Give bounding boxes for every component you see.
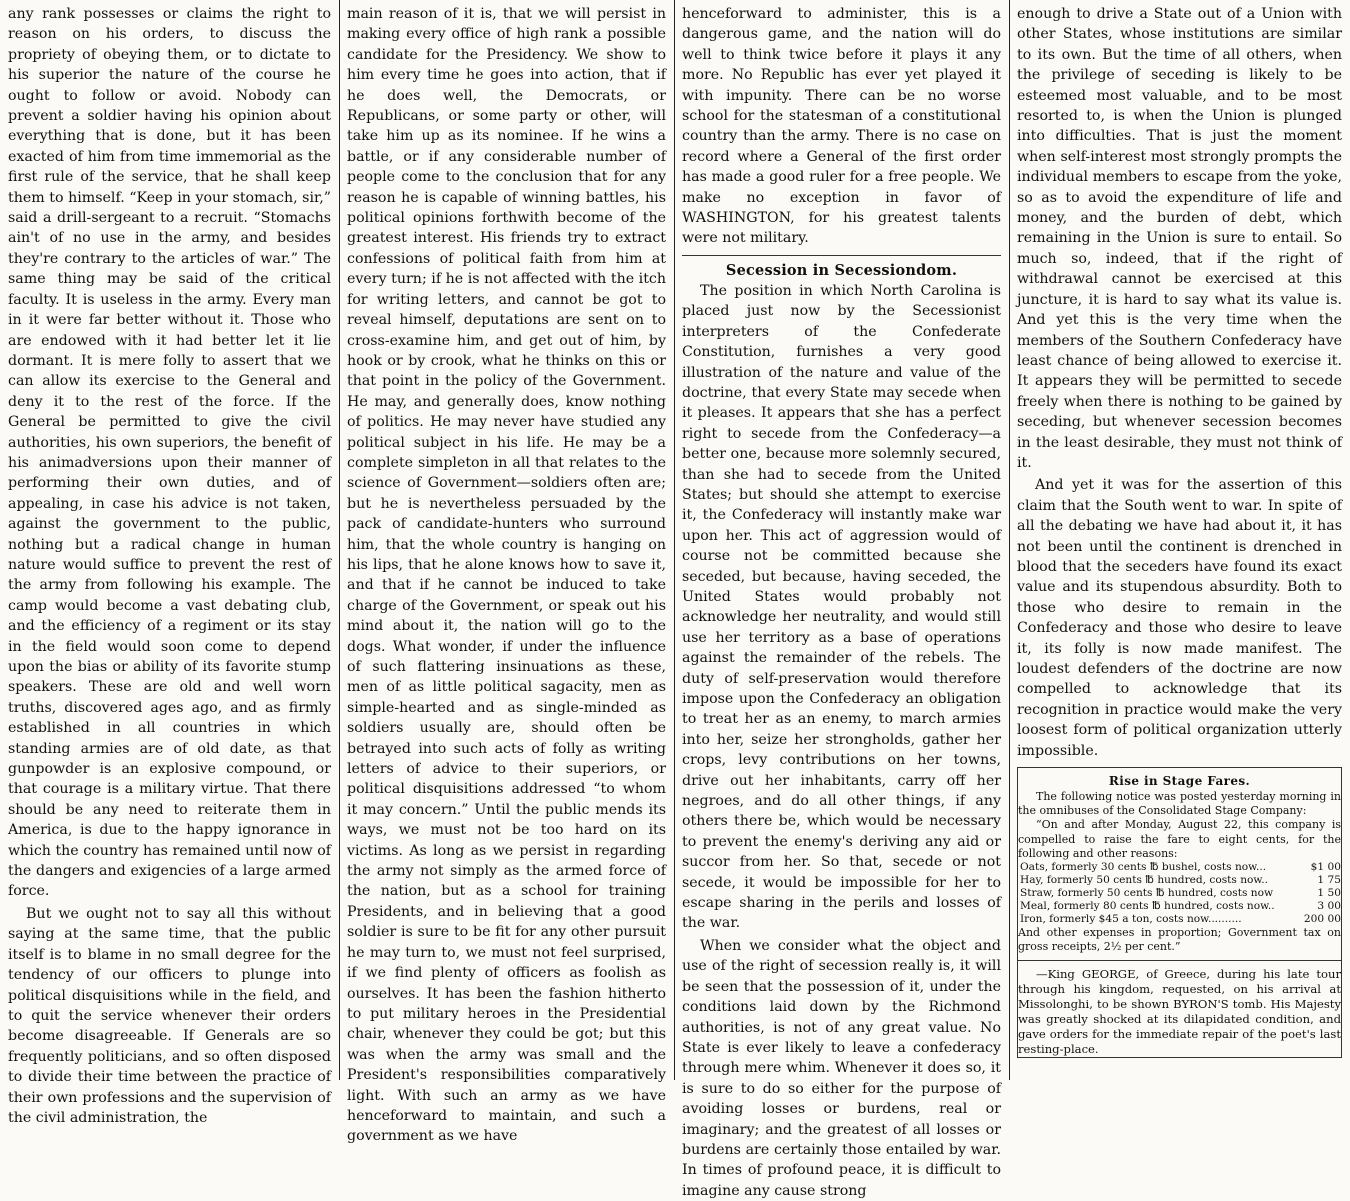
notice-box bbox=[1017, 767, 1342, 1058]
column-1-paragraph: But we ought not to say all this without saying at the same time, that the public itself is to blame in no small degree for the tendency of our officers to plunge into political disquisitions while in the field, and to quit the service whenever their orders become disagreeable. If Generals are so frequently politicians, and so often disposed to divide their time between the practice of their own professions and the supervision of the civil administration, the bbox=[8, 905, 331, 1126]
column-1-paragraph: any rank possesses or claims the right to reason on his orders, to discuss the propriety of obeying them, or to dictate to his superior the nature of the course he ought to follow or avoid. Nobody can prevent a soldier having his opinion about everything that is done, but it has been exacted of him from time immemorial as the first rule of the service, that he shall keep them to himself. “Keep in your stomach, sir,” said a drill-sergeant to a recruit. “Stomachs ain't of no use in the army, and besides they're contrary to the articles of war.” The same thing may be said of the critical faculty. It is useless in the army. Every man in it were far better without it. Those who are endowed with it had better let it lie dormant. It is mere folly to assert that we can allow its exercise to the General and deny it to the rest of the force. If the General be permitted to give the civil authorities, his own superiors, the benefit of his animadversions upon their manner of performing their own duties, and of appealing, in case his advice is not taken, against the government to the public, nothing but a radical change in human nature would suffice to prevent the rest of the army from following his example. The camp would become a vast debating club, and the efficiency of a regiment or its stay in the field would soon come to depend upon the bias or ability of its favorite stump speakers. These are old and well worn truths, discovered ages ago, and as firmly established in all countries in which standing armies are of old date, as that gunpowder is an explosive compound, or that courage is a military virtue. That there should be any need to reiterate them in America, is due to the happy ignorance in which the country has remained until now of the dangers and exigencies of a large armed force. bbox=[8, 6, 331, 900]
fare-price: 1 50 bbox=[1317, 887, 1341, 900]
article-heading: Secession in Secessiondom. bbox=[725, 261, 958, 279]
notice-tail: And other expenses in proportion; Government tax on gross receipts, 2½ per cent.” bbox=[1018, 926, 1341, 954]
fare-row bbox=[1020, 861, 1341, 874]
column-rule bbox=[339, 0, 340, 1080]
fare-price: 200 00 bbox=[1303, 913, 1341, 926]
fare-item: Hay, formerly 50 cents ℔ hundred, costs now.. bbox=[1020, 874, 1268, 887]
column-2 bbox=[339, 0, 674, 1145]
fare-row bbox=[1020, 887, 1341, 900]
notice-body: “On and after Monday, August 22, this company is compelled to raise the fare to eight cents, for the following and other reasons: bbox=[1018, 818, 1341, 860]
fare-row bbox=[1020, 913, 1341, 926]
column-3-paragraph: When we consider what the object and use of the right of secession really is, it will be seen that the possession of it, under the conditions laid down by the Richmond authorities, is not of any great value. No State is ever likely to leave a confederacy through mere whim. Whenever it does so, it is sure to do so either for the purpose of avoiding losses or burdens, real or imaginary; and the greatest of all losses or burdens are certainly those entailed by war. In times of profound peace, it is difficult to imagine any cause strong bbox=[682, 937, 1001, 1199]
fare-row bbox=[1020, 874, 1341, 887]
fare-price: 1 75 bbox=[1317, 874, 1341, 887]
column-4 bbox=[1009, 0, 1350, 1080]
king-george-item bbox=[1018, 967, 1341, 1057]
section-divider bbox=[682, 255, 1001, 256]
king-george-paragraph: —King GEORGE, of Greece, during his late tour through his kingdom, requested, on his arrival at Missolonghi, to be shown BYRON'S tomb. His Majesty was greatly shocked at its dilapidated condition, and gave orders for the immediate repair of the poet's last resting-place. bbox=[1018, 967, 1341, 1057]
notice-intro: The following notice was posted yesterday morning in the omnibuses of the Consolidated Stage Company: bbox=[1018, 790, 1341, 818]
fare-item: Oats, formerly 30 cents ℔ bushel, costs now... bbox=[1020, 861, 1267, 874]
notice bbox=[1018, 790, 1341, 954]
fare-item: Straw, formerly 50 cents ℔ hundred, costs now bbox=[1020, 887, 1274, 900]
fare-list bbox=[1018, 861, 1341, 926]
column-3-paragraph: The position in which North Carolina is placed just now by the Secessionist interpreters of the Confederate Constitution, furnishes a very good illustration of the nature and value of the doctrine, that every State may secede when it pleases. It appears that she has a perfect right to secede from the Confederacy—a better one, because more solemnly secured, than she had to secede from the United States; but should she attempt to exercise it, the Confederacy will instantly make war upon her. This act of aggression would of course not be committed because she seceded, but because, having seceded, the United States would probably not acknowledge her neutrality, and would still use her territory as a base of operations against the remainder of the rebels. The duty of self-preservation would therefore impose upon the Confederacy an obligation to treat her as an enemy, to march armies into her, seize her strongholds, gather her crops, levy contributions on her towns, drive out her inhabitants, carry off her negroes, and do all other things, if any others there be, which would be necessary to prevent the enemy's deriving any aid or succor from her. So that, secede or not secede, it would be impossible for her to escape sharing in the perils and losses of the war. bbox=[682, 282, 1001, 932]
column-3 bbox=[674, 0, 1009, 1199]
column-4-paragraph: And yet it was for the assertion of this claim that the South went to war. In spite of all the debating we have had about it, it has not been until the continent is drenched in blood that the seceders have found its exact value and its stupendous absurdity. Both to those who desire to remain in the Confederacy and those who desire to leave it, its folly is now made manifest. The loudest defenders of the doctrine are now compelled to acknowledge that its recognition in practice would make the very loosest form of political organization utterly impossible. bbox=[1017, 477, 1342, 759]
column-rule bbox=[1009, 0, 1010, 1080]
fare-item: Iron, formerly $45 a ton, costs now.......... bbox=[1020, 913, 1242, 926]
column-1 bbox=[0, 0, 339, 1126]
column-4-paragraph: enough to drive a State out of a Union with other States, whose institutions are similar to its own. But the time of all others, when the privilege of seceding is likely to be esteemed most valuable, and to be most resorted to, is when the Union is plunged into difficulties. That is just the moment when self-interest most strongly prompts the individual members to escape from the yoke, so as to avoid the expenditure of life and money, and the burden of debt, which remaining in the Union is sure to entail. So much so, indeed, that if the right of withdrawal cannot be exercised at this juncture, it is hard to say what its value is. And yet this is the very time when the members of the Southern Confederacy have least chance of being allowed to exercise it. It appears they will be permitted to secede freely when there is nothing to be gained by seceding, but whenever secession becomes in the least desirable, they must not think of it. bbox=[1017, 6, 1342, 471]
fare-row bbox=[1020, 900, 1341, 913]
column-2-paragraph: main reason of it is, that we will persist in making every office of high rank a possible candidate for the Presidency. We show to him every time he goes into action, that if he does well, the Democrats, or Republicans, or some party or other, will take him up as its nominee. If he wins a battle, or if any considerable number of people come to the conclusion that for any reason he is capable of winning battles, his political opinions forthwith become of the greatest interest. His friends try to extract confessions of political faith from him at every turn; if he is not affected with the itch for writing letters, and cannot be got to reveal himself, deputations are sent on to cross-examine him, and get out of him, by hook or by crook, what he thinks on this or that point in the policy of the Government. He may, and generally does, know nothing of politics. He may never have studied any political subject in his life. He may be a complete simpleton in all that relates to the science of Government—soldiers often are; but he is nevertheless persuaded by the pack of candidate-hunters who surround him, that the whole country is hanging on his lips, that he alone knows how to save it, and that if he cannot be induced to take charge of the Government, or speak out his mind about it, the nation will go to the dogs. What wonder, if under the influence of such flattering insinuations as these, men of as little political sagacity, men as simple-hearted and as single-minded as soldiers usually are, should often be betrayed into such acts of folly as writing letters of advice to their superiors, or political disquisitions addressed “to whom it may concern.” Until the public mends its ways, we must not be too hard on its victims. As long as we persist in regarding the army not simply as the armed force of the nation, but as a school for training Presidents, and in believing that a good soldier is sure to be fit for any other pursuit he may turn to, we must not feel surprised, if we find plenty of officers as foolish as ourselves. It has been the fashion hitherto to put military heroes in the Presidential chair, whenever they could be got; but this was when the army was small and the President's responsibilities comparatively light. With such an army as we have henceforward to maintain, and such a government as we have bbox=[347, 6, 666, 1145]
column-rule bbox=[674, 0, 675, 1080]
column-3-paragraph: henceforward to administer, this is a dangerous game, and the nation will do well to think twice before it plays it any more. No Republic has ever yet played it with impunity. There can be no worse school for the statesman of a constitutional country than the army. There is no case on record where a General of the first order has made a good ruler for a free people. We make no exception in favor of WASHINGTON, for his greatest talents were not military. bbox=[682, 6, 1001, 247]
fare-item: Meal, formerly 80 cents ℔ hundred, costs now.. bbox=[1020, 900, 1275, 913]
section-divider bbox=[1018, 960, 1341, 961]
fare-price: $1 00 bbox=[1310, 861, 1341, 874]
notice-heading: Rise in Stage Fares. bbox=[1108, 774, 1251, 789]
fare-price: 3 00 bbox=[1317, 900, 1341, 913]
